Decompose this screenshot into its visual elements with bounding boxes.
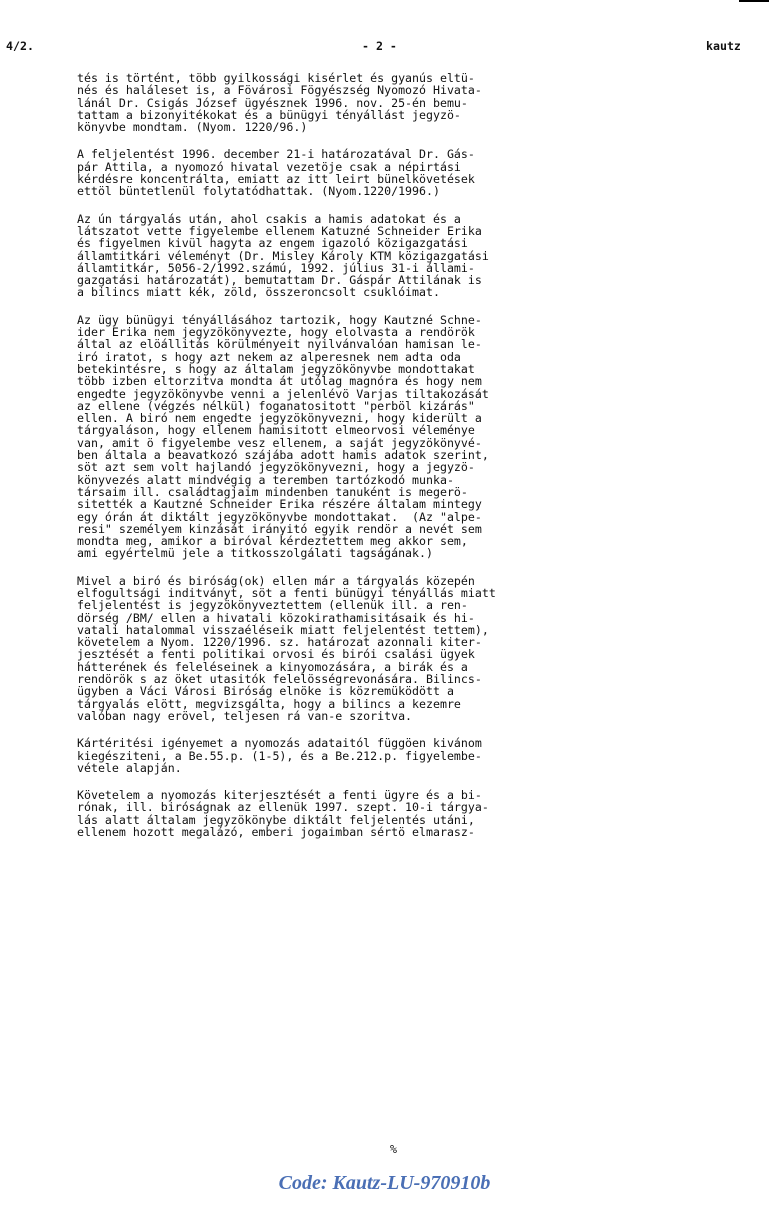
paragraph	[77, 737, 767, 774]
text-line: kiegésziteni, a Be.55.p. (1-5), és a Be.212.p. figyelembe-	[77, 748, 482, 763]
paragraph	[77, 314, 767, 560]
page-number: - 2 -	[362, 39, 397, 53]
text-line: lás alatt általam jegyzökönybe diktált feljelentés utáni,	[77, 812, 475, 827]
text-line: Az ügy bünügyi tényállásához tartozik, hogy Kautzné Schne-	[77, 312, 482, 327]
text-line: az ellene (végzés nélkül) foganatositott "perböl kizárás"	[77, 398, 475, 413]
text-line: nés és haláleset is, a Fövárosi Fögyészség Nyomozó Hivata-	[77, 83, 482, 98]
text-line: ellenem hozott megalázó, emberi jogaimban sértö elmarasz-	[77, 825, 475, 840]
text-line: tattam a bizonyitékokat és a bünügyi tényállást jegyzö-	[77, 107, 461, 122]
text-line: a bilincs miatt kék, zöld, összeroncsolt csuklóimat.	[77, 285, 440, 300]
paragraph	[77, 148, 767, 197]
top-edge-line	[739, 0, 769, 2]
text-line: betekintésre, s hogy az általam jegyzökönyvbe mondottakat	[77, 361, 475, 376]
text-line: Mivel a biró és biróság(ok) ellen már a tárgyalás közepén	[77, 573, 475, 588]
text-line: sitették a Kautzné Schneider Erika részére általam mintegy	[77, 497, 482, 512]
text-line: mondta meg, amikor a biróval kérdeztettem meg akkor sem,	[77, 534, 468, 549]
text-line: egy órán át diktált jegyzökönyvbe mondottakat. (Az "alpe-	[77, 509, 482, 524]
paragraph	[77, 72, 767, 133]
text-line: hátterének és feleléseinek a kinyomozására, a birák és a	[77, 659, 468, 674]
text-line: államtitkári véleményt (Dr. Misley Károly KTM közigazgatási	[77, 248, 489, 263]
text-line: társaim ill. családtagjaim mindenben tanuként is megerö-	[77, 484, 468, 499]
text-line: dörség /BM/ ellen a hivatali közokirathamisitásaik és hi-	[77, 610, 475, 625]
page-ref: 4/2.	[6, 39, 34, 53]
paragraph	[77, 789, 767, 838]
paragraph	[77, 575, 767, 723]
text-line: lánál Dr. Csigás József ügyésznek 1996. nov. 25-én bemu-	[77, 95, 468, 110]
author-name: kautz	[706, 39, 741, 53]
text-line: tárgyalás elött, megvizsgálta, hogy a bilincs a kezemre	[77, 696, 461, 711]
text-line: több izben eltorzitva mondta át utólag magnóra és hogy nem	[77, 374, 482, 389]
text-line: vatali hatalommal visszaéléseik miatt feljelentést tettem),	[77, 622, 489, 637]
paragraph	[77, 213, 767, 299]
text-line: feljelentést is jegyzökönyveztettem (ellenük ill. a ren-	[77, 598, 468, 613]
text-line: resi" személyem kinzását irányitó egyik rendör a nevét sem	[77, 521, 482, 536]
text-line: rendörök s az öket utasitók felelösségrevonására. Bilincs-	[77, 672, 482, 687]
text-line: tárgyaláson, hogy ellenem hamisitott elmeorvosi véleménye	[77, 423, 475, 438]
text-line: van, amit ö figyelembe vesz ellenem, a saját jegyzökönyvé-	[77, 435, 482, 450]
text-line: söt azt sem volt hajlandó jegyzökönyvezni, hogy a jegyzö-	[77, 460, 475, 475]
text-line: ügyben a Váci Városi Biróság elnöke is közremüködött a	[77, 684, 454, 699]
text-line: engedte jegyzökönyvbe venni a jelenlévö Varjas tiltakozását	[77, 386, 489, 401]
text-line: ami egyértelmü jele a titkosszolgálati tagságának.)	[77, 546, 433, 561]
text-line: államtitkár, 5056-2/1992.számú, 1992. július 31-i állami-	[77, 260, 475, 275]
text-line: ben általa a beavatkozó szájába adott hamis adatok szerint,	[77, 448, 489, 463]
text-line: Kártéritési igényemet a nyomozás adataitól függöen kivánom	[77, 736, 482, 751]
text-line: iró iratot, s hogy azt nekem az alperesnek nem adta oda	[77, 349, 461, 364]
text-line: által az elöállitás körülményeit nyilvánvalóan hamisan le-	[77, 337, 482, 352]
text-line: Az ún tárgyalás után, ahol csakis a hamis adatokat és a	[77, 211, 461, 226]
text-line: ellen. A biró nem engedte jegyzökönyvezni, hogy kiderült a	[77, 411, 482, 426]
text-line: jesztését a fenti politikai orvosi és birói csalási ügyek	[77, 647, 475, 662]
text-line: A feljelentést 1996. december 21-i határozatával Dr. Gás-	[77, 147, 475, 162]
text-line: és figyelmen kivül hagyta az engem igazoló közigazgatási	[77, 236, 468, 251]
text-line: Követelem a nyomozás kiterjesztését a fenti ügyre és a bi-	[77, 788, 482, 803]
text-line: tés is történt, több gyilkossági kisérlet és gyanús eltü-	[77, 71, 475, 85]
text-line: rónak, ill. biróságnak az ellenük 1997. szept. 10-i tárgya-	[77, 800, 489, 815]
continuation-mark: %	[390, 1142, 397, 1156]
document-code: Code: Kautz-LU-970910b	[278, 1172, 491, 1194]
text-line: kérdésre koncentrálta, emiatt az itt leirt bünelkövetések	[77, 172, 475, 187]
document-body	[77, 72, 767, 853]
text-line: követelem a Nyom. 1220/1996. sz. határozat azonnali kiter-	[77, 635, 482, 650]
text-line: valóban nagy erövel, teljesen rá van-e szoritva.	[77, 708, 413, 723]
text-line: látszatot vette figyelembe ellenem Katuzné Schneider Erika	[77, 223, 482, 238]
text-line: vétele alapján.	[77, 760, 182, 775]
text-line: ettöl büntetlenül folytatódhattak. (Nyom.1220/1996.)	[77, 184, 440, 199]
text-line: elfogultsági inditványt, söt a fenti bünügyi tényállás miatt	[77, 585, 496, 600]
text-line: gazgatási határozatát), bemutattam Dr. Gáspár Attilának is	[77, 273, 482, 288]
text-line: pár Attila, a nyomozó hivatal vezetöje csak a népirtási	[77, 159, 461, 174]
text-line: könyvbe mondtam. (Nyom. 1220/96.)	[77, 120, 308, 135]
text-line: ider Erika nem jegyzökönyvezte, hogy elolvasta a rendörök	[77, 325, 475, 340]
text-line: könyvezés alatt mindvégig a teremben tartózkodó munka-	[77, 472, 454, 487]
